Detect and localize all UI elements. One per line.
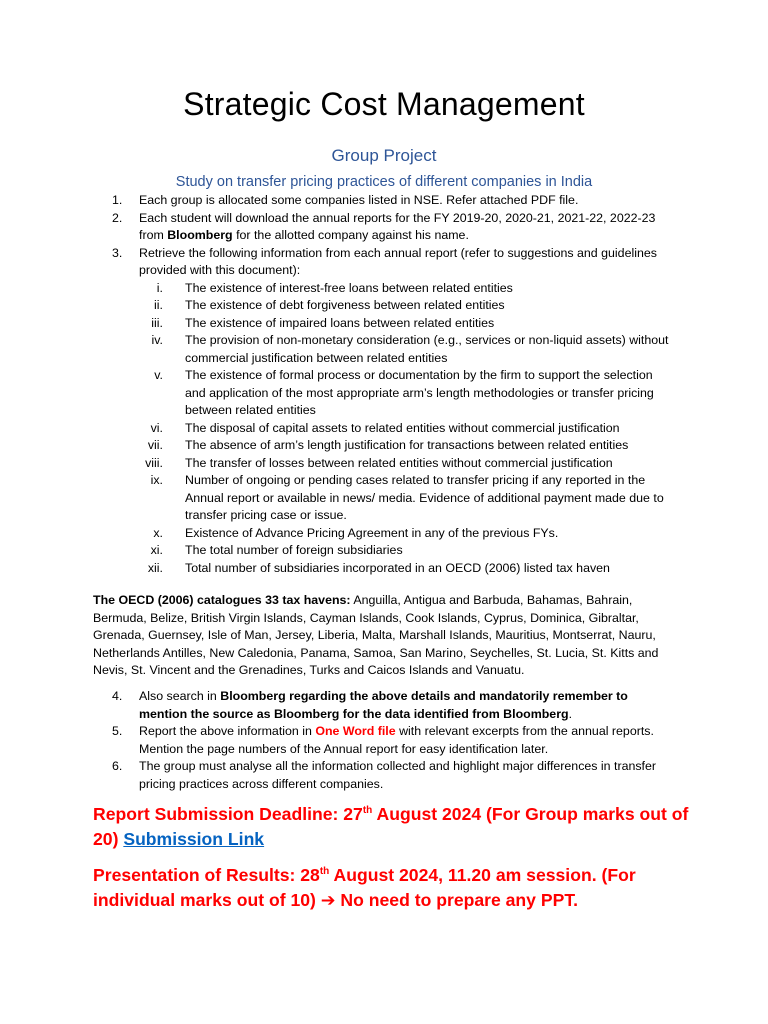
- sublist-text: The total number of foreign subsidiaries: [185, 543, 403, 557]
- sublist-text: The existence of formal process or documentation by the firm to support the selection and application of the most appropriate arm’s length methodologies or transfer pricing between related entities: [185, 368, 654, 417]
- item-text-post: .: [568, 706, 573, 721]
- list-item: [112, 192, 672, 210]
- sublist-text: The existence of debt forgiveness between related entities: [185, 298, 505, 312]
- arrow-icon: ➔: [320, 890, 336, 910]
- bloomberg-bold: Bloomberg: [167, 228, 233, 242]
- project-subtitle: Group Project: [331, 146, 437, 165]
- item-text: The group must analyse all the information collected and highlight major differences in transfer pricing practices across different companies.: [139, 759, 657, 791]
- sublist-text: Existence of Advance Pricing Agreement in any of the previous FYs.: [185, 525, 559, 540]
- item-number: 6.: [112, 759, 123, 773]
- item-text: Each group is allocated some companies listed in NSE. Refer attached PDF file.: [139, 193, 579, 207]
- sublist-text: The disposal of capital assets to related entities without commercial justification: [185, 420, 620, 435]
- roman-number: xi.: [150, 543, 163, 557]
- item-number: 1.: [112, 193, 123, 207]
- item-text: Retrieve the following information from each annual report (refer to suggestions and guidelines provided with this document):: [139, 245, 657, 277]
- item-text-post: for the allotted company against his name.: [232, 228, 469, 242]
- item-number: 5.: [112, 724, 123, 738]
- list-item: [112, 723, 672, 758]
- sublist-item: [139, 525, 672, 543]
- instructions-list: [112, 192, 672, 577]
- roman-number: vi.: [150, 420, 163, 435]
- sublist-text: Number of ongoing or pending cases related to transfer pricing if any reported in the Annual report or available in news/ media. Evidence of additional payment made due to transfer pricing case or issue.: [185, 473, 664, 522]
- instructions-list-continued: [112, 688, 672, 793]
- roman-number: v.: [154, 368, 163, 382]
- sublist-text: The existence of impaired loans between related entities: [185, 315, 495, 330]
- roman-number: i.: [156, 280, 163, 295]
- tax-havens-heading: The OECD (2006) catalogues 33 tax havens:: [93, 593, 351, 607]
- tax-havens-list: Anguilla, Antigua and Barbuda, Bahamas, Bahrain, Bermuda, Belize, British Virgin Islands, Cayman Islands, Cook Islands, Cyprus, Dominica, Gibraltar, Grenada, Guernsey, Isle of Man, Jersey, Liberia, Malta, Marshall Islands, Mauritius, Montserrat, Nauru, Netherlands Antilles, New Caledonia, Panama, Samoa, San Marino, Seychelles, St. Lucia, St. Kitts and Nevis, St. Vincent and the Grenadines, Turks and Caicos Islands and Vanuatu.: [93, 593, 659, 677]
- retrieval-sublist: [139, 280, 672, 578]
- submission-deadline: [93, 802, 693, 852]
- sublist-item: [139, 455, 672, 473]
- presentation-text: Presentation of Results: 28: [93, 865, 320, 885]
- roman-number: ii.: [154, 298, 163, 312]
- item-number: 3.: [112, 245, 123, 260]
- sublist-item: [139, 280, 672, 298]
- sublist-text: The absence of arm’s length justification for transactions between related entities: [185, 438, 629, 452]
- sublist-text: Total number of subsidiaries incorporated in an OECD (2006) listed tax haven: [185, 560, 610, 575]
- sublist-item: [139, 332, 672, 367]
- sublist-item: [139, 437, 672, 455]
- roman-number: x.: [153, 525, 163, 540]
- tax-havens-paragraph: [93, 592, 673, 680]
- roman-number: ix.: [150, 473, 163, 487]
- presentation-text-mid: August 2024, 11.20 am session. (For individual marks out of 10): [93, 865, 636, 910]
- presentation-ordinal: th: [319, 866, 330, 878]
- list-item: [112, 688, 672, 723]
- deadline-text: Report Submission Deadline: 27: [93, 804, 363, 824]
- item-text-pre: Each student will download the annual reports for the FY 2019-20, 2020-21, 2021-22, 2022-23 from: [139, 210, 656, 242]
- list-item: [112, 210, 672, 245]
- submission-link[interactable]: Submission Link: [123, 829, 265, 849]
- item-number: 4.: [112, 689, 123, 703]
- roman-number: viii.: [145, 455, 163, 470]
- sublist-item: [139, 367, 672, 420]
- roman-number: xii.: [147, 560, 163, 575]
- sublist-text: The existence of interest-free loans between related entities: [185, 280, 513, 295]
- roman-number: vii.: [147, 438, 163, 452]
- sublist-item: [139, 560, 672, 578]
- sublist-item: [139, 420, 672, 438]
- study-title: Study on transfer pricing practices of different companies in India: [175, 174, 593, 190]
- item-text-pre: Report the above information in: [139, 724, 316, 738]
- deadline-text-post: August 2024 (For Group marks out of 20): [93, 804, 689, 849]
- one-word-file-highlight: One Word file: [315, 724, 396, 738]
- sublist-text: The transfer of losses between related entities without commercial justification: [185, 455, 613, 470]
- roman-number: iii.: [151, 315, 163, 330]
- bloomberg-instruction-bold: Bloomberg regarding the above details and mandatorily remember to mention the source as Bloomberg for the data identified from Bloomberg: [139, 689, 628, 721]
- list-item: [112, 245, 672, 578]
- presentation-text-post: No need to prepare any PPT.: [335, 890, 579, 910]
- sublist-item: [139, 315, 672, 333]
- presentation-notice: [93, 863, 693, 913]
- item-text-post: with relevant excerpts from the annual reports. Mention the page numbers of the Annual report for easy identification later.: [139, 724, 654, 756]
- sublist-item: [139, 297, 672, 315]
- roman-number: iv.: [151, 333, 163, 347]
- item-text-pre: Also search in: [139, 689, 221, 703]
- item-number: 2.: [112, 210, 123, 225]
- sublist-text: The provision of non-monetary consideration (e.g., services or non-liquid assets) without commercial justification between related entities: [185, 333, 669, 365]
- list-item: [112, 758, 672, 793]
- deadline-ordinal: th: [362, 805, 373, 817]
- sublist-item: [139, 542, 672, 560]
- document-title: Strategic Cost Management: [183, 86, 585, 122]
- sublist-item: [139, 472, 672, 525]
